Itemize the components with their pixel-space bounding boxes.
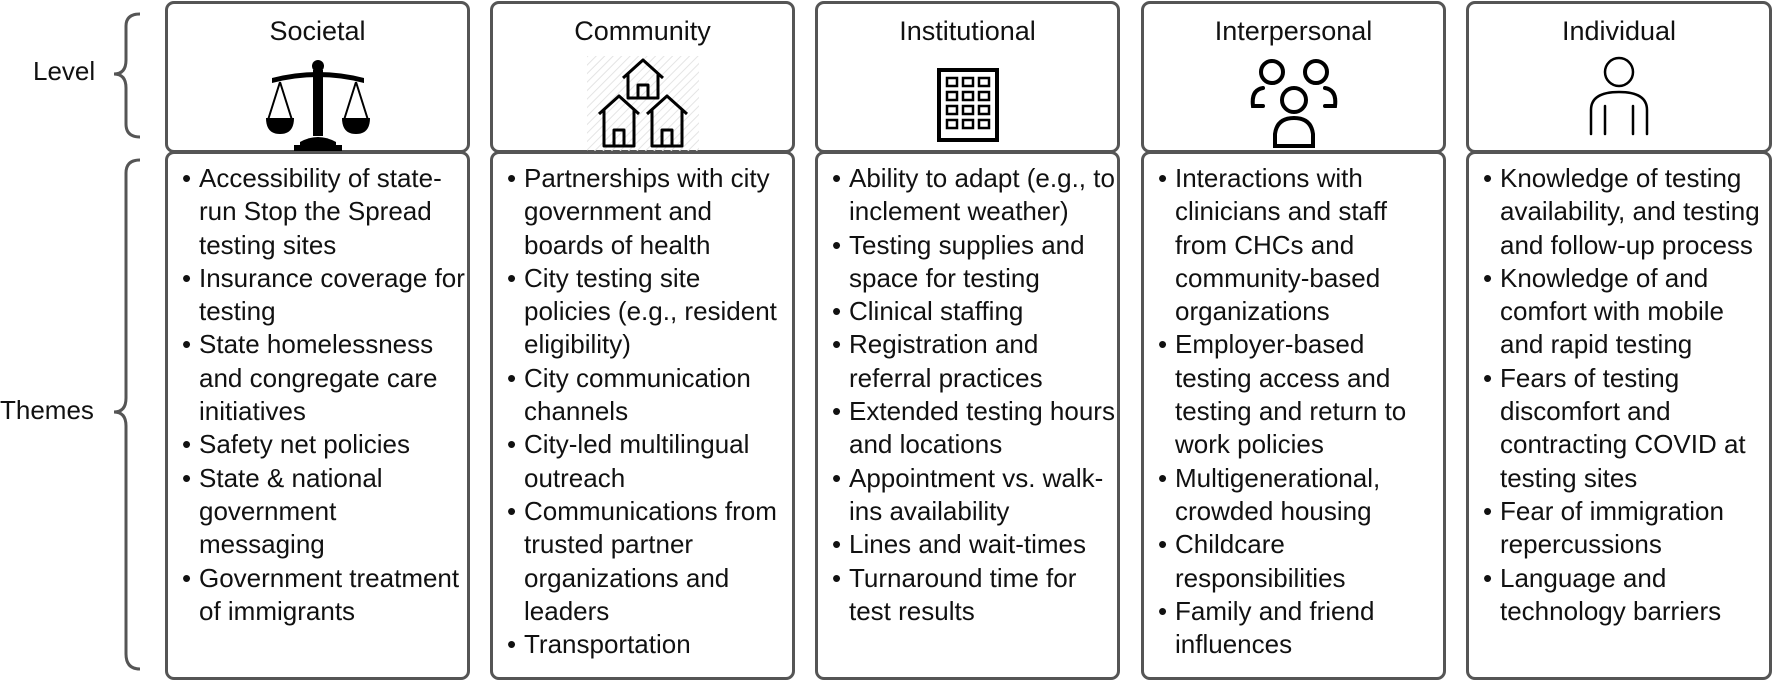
list-item: • Accessibility of state-run Stop the Spread testing sites (168, 162, 467, 262)
level-header-individual (1466, 1, 1772, 153)
list-item: • Language and technology barriers (1469, 562, 1769, 629)
themes-brace (114, 160, 140, 669)
list-item: • Knowledge of testing availability, and testing and follow-up process (1469, 162, 1769, 262)
list-item: • Turnaround time for test results (818, 562, 1117, 629)
level-title: Individual (1561, 16, 1677, 46)
group-of-people-icon (1249, 56, 1339, 148)
list-item: • Knowledge of and comfort with mobile and rapid testing (1469, 262, 1769, 362)
list-item: • Fears of testing discomfort and contracting COVID at testing sites (1469, 362, 1769, 495)
themes-box-community (490, 151, 795, 680)
list-item: • Ability to adapt (e.g., to inclement weather) (818, 162, 1117, 229)
list-item: • Safety net policies (168, 428, 467, 461)
themes-list-interpersonal (1144, 154, 1443, 661)
list-item: • State & national government messaging (168, 462, 467, 562)
list-item: • City-led multilingual outreach (493, 428, 792, 495)
list-item: • Appointment vs. walk-ins availability (818, 462, 1117, 529)
level-brace (114, 14, 140, 137)
themes-row-label: Themes (0, 395, 94, 425)
list-item: • Communications from trusted partner organizations and leaders (493, 495, 792, 628)
themes-box-societal (165, 151, 470, 680)
themes-list-individual (1469, 154, 1769, 628)
list-item: • Childcare responsibilities (1144, 528, 1443, 595)
list-item: • Lines and wait-times (818, 528, 1117, 561)
level-title: Societal (269, 16, 366, 46)
list-item: • Family and friend influences (1144, 595, 1443, 662)
list-item: • Transportation (493, 628, 792, 661)
list-item: • Multigenerational, crowded housing (1144, 462, 1443, 529)
themes-box-individual (1466, 151, 1772, 680)
themes-list-institutional (818, 154, 1117, 628)
level-header-institutional (815, 1, 1120, 153)
level-title: Institutional (899, 16, 1036, 46)
scales-of-justice-icon (266, 56, 370, 152)
themes-box-interpersonal (1141, 151, 1446, 680)
themes-list-community (493, 154, 792, 661)
list-item: • Employer-based testing access and testing and return to work policies (1144, 328, 1443, 461)
level-row-label: Level (33, 56, 96, 86)
list-item: • Extended testing hours and locations (818, 395, 1117, 462)
houses-icon (587, 56, 699, 152)
themes-list-societal (168, 154, 467, 628)
level-header-societal (165, 1, 470, 153)
list-item: • City testing site policies (e.g., resident eligibility) (493, 262, 792, 362)
list-item: • Fear of immigration repercussions (1469, 495, 1769, 562)
office-building-icon (936, 56, 1000, 144)
row-braces (112, 0, 148, 680)
person-icon (1587, 56, 1651, 136)
list-item: • Testing supplies and space for testing (818, 229, 1117, 296)
level-header-interpersonal (1141, 1, 1446, 153)
list-item: • Government treatment of immigrants (168, 562, 467, 629)
themes-box-institutional (815, 151, 1120, 680)
level-title: Community (574, 16, 711, 46)
list-item: • City communication channels (493, 362, 792, 429)
level-header-community (490, 1, 795, 153)
list-item: • Partnerships with city government and boards of health (493, 162, 792, 262)
list-item: • State homelessness and congregate care initiatives (168, 328, 467, 428)
list-item: • Registration and referral practices (818, 328, 1117, 395)
list-item: • Interactions with clinicians and staff from CHCs and community-based organizations (1144, 162, 1443, 328)
list-item: • Insurance coverage for testing (168, 262, 467, 329)
level-title: Interpersonal (1214, 16, 1373, 46)
list-item: • Clinical staffing (818, 295, 1117, 328)
